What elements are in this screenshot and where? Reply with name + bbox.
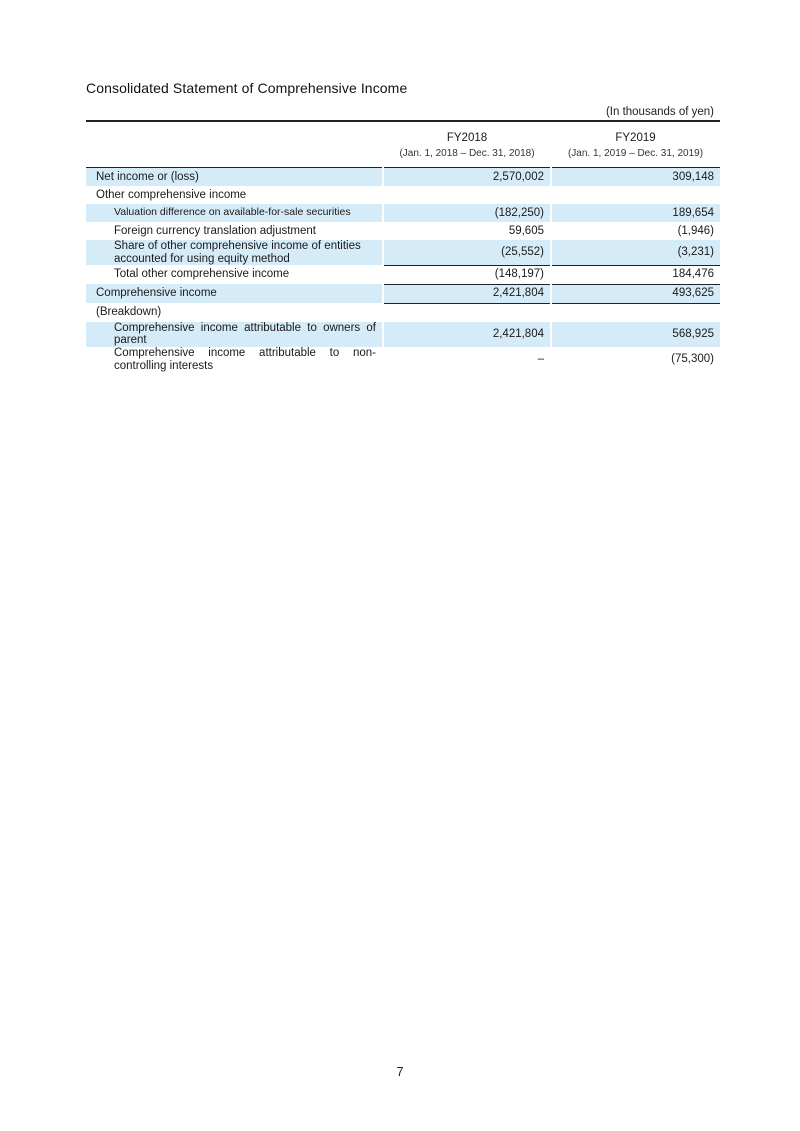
page-number: 7 <box>396 1064 404 1079</box>
table-row-breakdown <box>86 303 720 322</box>
row-label: (Breakdown) <box>96 306 162 319</box>
row-value-fy2018: – <box>383 347 551 372</box>
row-value-fy2019: 309,148 <box>551 168 720 187</box>
row-value-fy2018: (182,250) <box>383 204 551 222</box>
row-value-fy2018 <box>383 303 551 322</box>
unit-note: (In thousands of yen) <box>605 106 714 118</box>
row-value-fy2019: 493,625 <box>551 284 720 303</box>
table-header-row <box>86 121 720 168</box>
header-fy2019-year: FY2019 <box>615 132 656 144</box>
comprehensive-income-table <box>86 120 720 372</box>
row-value-fy2019: 568,925 <box>551 322 720 347</box>
row-value-fy2019: 184,476 <box>551 265 720 284</box>
row-label: Total other comprehensive income <box>114 268 290 281</box>
row-value-fy2019: 189,654 <box>551 204 720 222</box>
statement-title: Consolidated Statement of Comprehensive Income <box>86 80 408 96</box>
row-value-fy2018: 59,605 <box>383 222 551 240</box>
row-value-fy2018 <box>383 186 551 204</box>
table-row-attributable-owners <box>86 322 720 347</box>
row-value-fy2019 <box>551 303 720 322</box>
row-value-fy2018: 2,421,804 <box>383 322 551 347</box>
table-row-comprehensive-income <box>86 284 720 303</box>
row-label: Comprehensive income attributable to owners of parent <box>86 322 383 347</box>
table-row-total-other-comprehensive-income <box>86 265 720 284</box>
table-row-valuation-difference <box>86 204 720 222</box>
table-row-net-income <box>86 168 720 187</box>
row-label: Share of other comprehensive income of entities accounted for using equity method <box>86 240 383 265</box>
table-row-attributable-non-controlling <box>86 347 720 372</box>
header-fy2018 <box>383 121 551 168</box>
row-label: Valuation difference on available-for-sale securities <box>86 204 383 222</box>
row-value-fy2018: 2,421,804 <box>383 284 551 303</box>
row-label: Comprehensive income attributable to non-controlling interests <box>114 347 376 372</box>
table-row-foreign-currency <box>86 222 720 240</box>
row-label: Other comprehensive income <box>96 188 247 201</box>
row-label: Net income or (loss) <box>86 168 383 187</box>
row-value-fy2019: (75,300) <box>551 347 720 372</box>
row-value-fy2019: (1,946) <box>551 222 720 240</box>
row-value-fy2018: 2,570,002 <box>383 168 551 187</box>
table-row-other-comprehensive-income <box>86 186 720 204</box>
header-label-cell <box>86 121 383 168</box>
row-label: Foreign currency translation adjustment <box>114 224 316 237</box>
header-fy2019-period: (Jan. 1, 2019 – Dec. 31, 2019) <box>567 147 704 159</box>
row-value-fy2018: (148,197) <box>383 265 551 284</box>
row-value-fy2019: (3,231) <box>551 240 720 265</box>
header-fy2019 <box>551 121 720 168</box>
table-row-equity-method-share <box>86 240 720 265</box>
header-fy2018-year: FY2018 <box>446 132 488 144</box>
row-value-fy2019 <box>551 186 720 204</box>
header-fy2018-period: (Jan. 1, 2018 – Dec. 31, 2018) <box>399 147 535 159</box>
row-value-fy2018: (25,552) <box>383 240 551 265</box>
row-label: Comprehensive income <box>86 284 383 303</box>
